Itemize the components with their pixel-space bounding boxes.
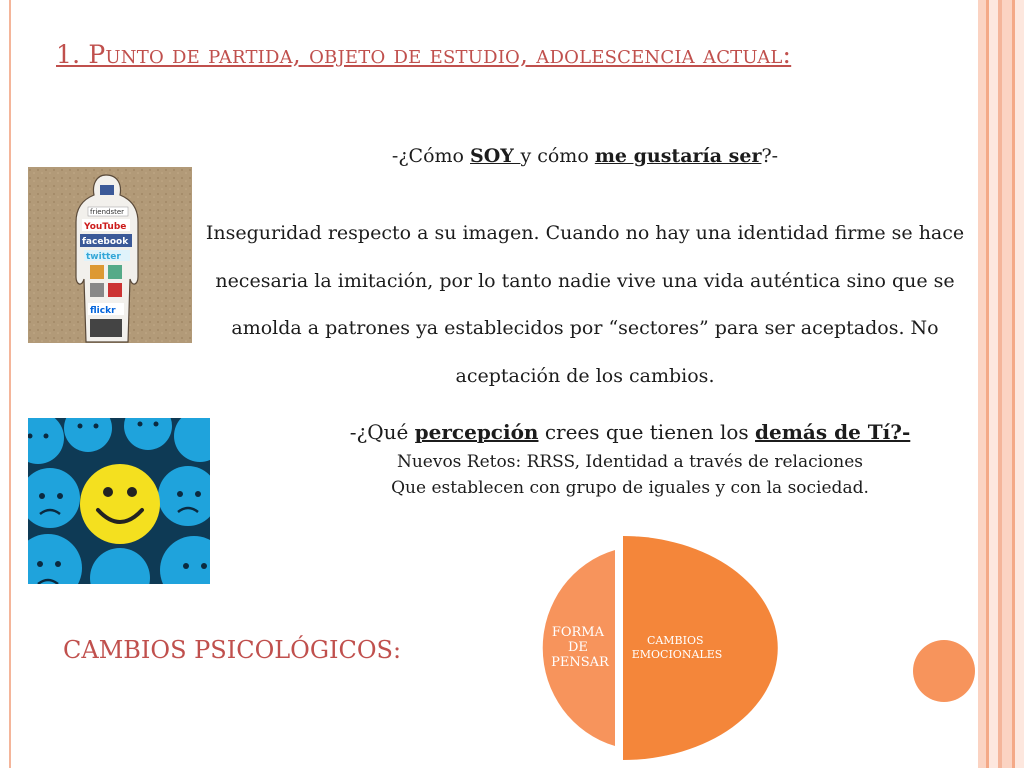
right-decorative-stripes	[978, 0, 1024, 768]
facebook-logo: facebook	[82, 237, 129, 247]
subline-1: Nuevos Retos: RRSS, Identidad a través de relaciones	[396, 452, 864, 472]
youtube-logo: YouTube	[84, 222, 127, 232]
slide-title: 1. Punto de partida, objeto de estudio, adolescencia actual:	[56, 40, 792, 69]
cambios-psicologicos-heading: CAMBIOS PSICOLÓGICOS:	[63, 636, 402, 664]
subline-2: Que establecen con grupo de iguales y con la sociedad.	[391, 478, 869, 498]
question-1: -¿Cómo SOY y cómo me gustaría ser?-	[391, 145, 779, 167]
me-gustaria-emphasis: me gustaría ser	[594, 145, 762, 167]
psychological-changes-diagram	[505, 530, 795, 760]
left-margin-line	[9, 0, 11, 768]
cambios-emocionales-label: CAMBIOS EMOCIONALES	[631, 634, 723, 661]
flickr-logo: flickr	[90, 306, 116, 316]
decorative-orange-circle	[913, 640, 975, 702]
soy-emphasis: SOY	[470, 145, 521, 167]
friendster-logo: friendster	[90, 208, 125, 216]
social-media-silhouette-image	[28, 167, 192, 343]
question-2: -¿Qué percepción crees que tienen los demás de Tí?-	[349, 420, 911, 444]
smiley-crowd-image	[28, 418, 210, 584]
twitter-logo: twitter	[86, 252, 121, 262]
demas-emphasis: demás de Tí?-	[755, 420, 911, 444]
forma-de-pensar-label: FORMA DE PENSAR	[551, 625, 609, 670]
body-paragraph: Inseguridad respecto a su imagen. Cuando no hay una identidad firme se hace necesaria la imitación, por lo tanto nadie vive una vida auténtica sino que se amolda a patrones ya establecidos por “sectores” para ser aceptados. No aceptación de los cambios.	[205, 222, 965, 387]
percepcion-emphasis: percepción	[414, 420, 539, 444]
